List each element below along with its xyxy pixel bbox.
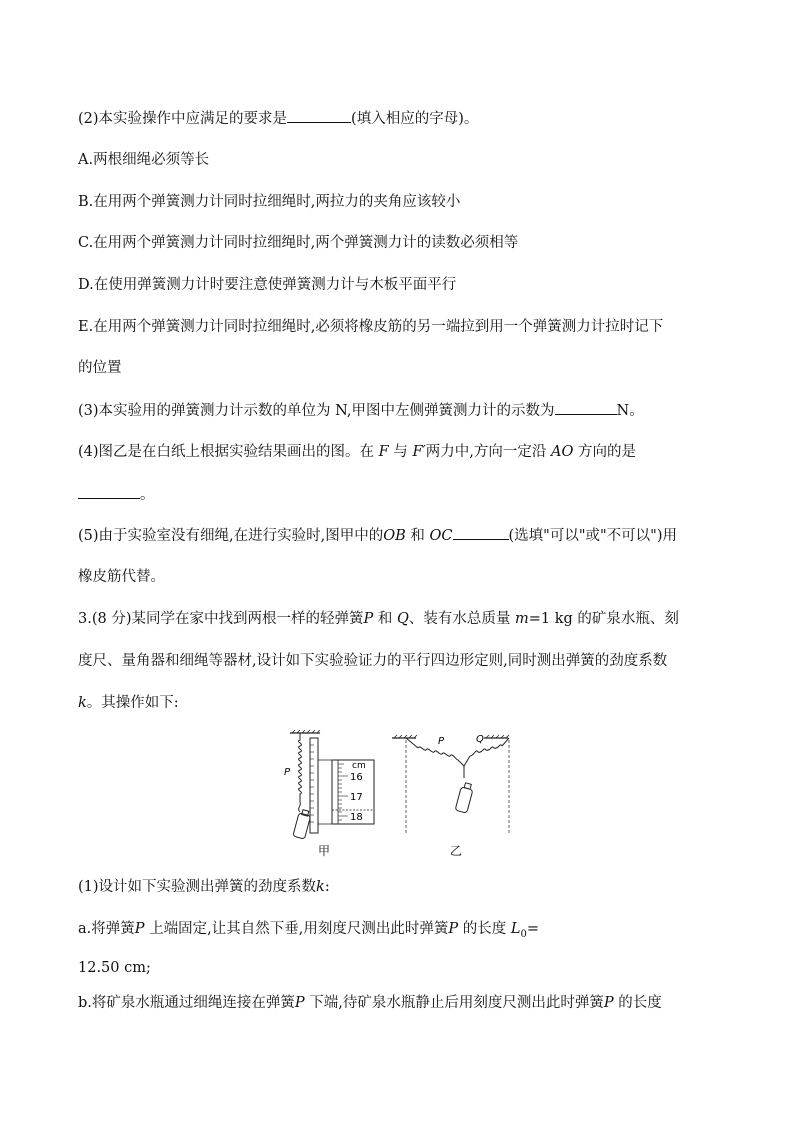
- sa-p: P: [134, 921, 145, 937]
- label-p-yi: P: [438, 736, 445, 747]
- q5-stem: [78, 525, 718, 546]
- sb-text: b.将矿泉水瓶通过细绳连接在弹簧: [78, 995, 295, 1011]
- p3-text-4: 。其操作如下:: [86, 695, 179, 711]
- sa-p2: P: [448, 921, 459, 937]
- q4-text: (4)图乙是在白纸上根据实验结果画出的图。在: [78, 444, 375, 460]
- experiment-figure: [280, 730, 520, 860]
- sb-p: P: [294, 995, 305, 1011]
- p3-text-2: 、装有水总质量: [408, 611, 511, 627]
- unit-cm: cm: [352, 761, 366, 771]
- sa-l: L: [510, 921, 521, 937]
- problem3-line1: [78, 609, 718, 629]
- p3-and: 和: [377, 611, 393, 627]
- q5-text-2: (选填"可以"或"不可以")用: [508, 528, 678, 544]
- rope-ob: OB: [383, 528, 406, 544]
- spring-p-jia: [299, 733, 302, 802]
- sb-text-2: 下端,待矿泉水瓶静止后用刻度尺测出此时弹簧: [309, 995, 604, 1011]
- q3-unit: N。: [616, 403, 644, 419]
- tick-18: 18: [350, 812, 363, 823]
- mass-symbol: m: [514, 611, 529, 627]
- label-q-yi: Q: [476, 734, 484, 745]
- string-jia: [299, 802, 301, 812]
- spring-p: P: [363, 611, 374, 627]
- q2-text: (2)本实验操作中应满足的要求是: [78, 111, 288, 127]
- q4-stem: [78, 442, 718, 462]
- sa-eq: =: [526, 921, 540, 937]
- spring-p-yi: [418, 747, 458, 760]
- q3-text: (3)本实验用的弹簧测力计示数的单位为 N,甲图中左侧弹簧测力计的示数为: [78, 403, 555, 419]
- sa-text-2: 上端固定,让其自然下垂,用刻度尺测出此时弹簧: [149, 921, 449, 937]
- spring-q-yi: [470, 745, 502, 756]
- tick-17: 17: [350, 792, 363, 803]
- p3-text: 3.(8 分)某同学在家中找到两根一样的轻弹簧: [78, 611, 364, 627]
- experiment-diagram: [280, 730, 520, 860]
- caption-jia: 甲: [318, 844, 331, 858]
- step-a-line2: 12.50 cm;: [78, 960, 151, 976]
- s1-colon: :: [324, 879, 330, 895]
- s1-text: (1)设计如下实验测出弹簧的劲度系数: [78, 879, 317, 895]
- sa-text: a.将弹簧: [78, 921, 135, 937]
- step1-stem: [78, 877, 718, 897]
- k-symbol: k: [78, 695, 87, 711]
- sa-sub: 0: [520, 928, 527, 940]
- q4-answer-line: [78, 484, 718, 505]
- force-f: F: [378, 444, 389, 460]
- sb-p2: P: [603, 995, 614, 1011]
- direction-ao: AO: [551, 444, 574, 460]
- option-b: B.在用两个弹簧测力计同时拉细绳时,两拉力的夹角应该较小: [78, 194, 461, 210]
- problem3-line3: [78, 693, 718, 713]
- q2-stem: [78, 108, 718, 129]
- q4-text-3: 方向的是: [577, 444, 636, 460]
- sb-text-3: 的长度: [618, 995, 662, 1011]
- rope-oc: OC: [429, 528, 453, 544]
- q4-and: 与: [393, 444, 408, 460]
- ruler-ticks-jia: [310, 745, 314, 822]
- sa-text-3: 的长度: [462, 921, 507, 937]
- q5-and: 和: [410, 528, 425, 544]
- caption-yi: 乙: [450, 844, 463, 858]
- answer-blank-q4[interactable]: [78, 484, 140, 499]
- bottle-yi: [455, 782, 474, 813]
- answer-blank-q5[interactable]: [453, 525, 509, 540]
- s1-k: k: [316, 879, 325, 895]
- option-d: D.在使用弹簧测力计时要注意使弹簧测力计与木板平面平行: [78, 277, 457, 293]
- label-p-jia: P: [284, 767, 291, 778]
- tick-16: 16: [350, 772, 363, 783]
- q3-stem: [78, 400, 718, 421]
- force-f-prime: F′: [412, 444, 426, 460]
- answer-blank-q3[interactable]: [555, 400, 617, 415]
- q5-text: (5)由于实验室没有细绳,在进行实验时,图甲中的: [78, 528, 384, 544]
- step-b-line1: [78, 993, 718, 1013]
- q2-text-end: (填入相应的字母)。: [351, 111, 479, 127]
- answer-blank-q2[interactable]: [287, 108, 351, 123]
- q4-text-2: 两力中,方向一定沿: [425, 444, 547, 460]
- figure-yi: [392, 734, 509, 835]
- q5-line2: 橡皮筋代替。: [78, 569, 165, 585]
- option-e-line2: 的位置: [78, 360, 122, 376]
- option-c: C.在用两个弹簧测力计同时拉细绳时,两个弹簧测力计的读数必须相等: [78, 235, 519, 251]
- step-a-line1: [78, 919, 718, 945]
- figure-jia: [284, 730, 374, 839]
- spring-q: Q: [396, 611, 409, 627]
- option-e-line1: E.在用两个弹簧测力计同时拉细绳时,必须将橡皮筋的另一端拉到用一个弹簧测力计拉时记下: [78, 319, 664, 335]
- bottle-jia: [293, 809, 312, 839]
- q4-period: 。: [140, 487, 155, 503]
- option-a: A.两根细绳必须等长: [78, 152, 210, 168]
- zoom-scale-ticks: [338, 764, 348, 820]
- p3-text-3: =1 kg 的矿泉水瓶、刻: [528, 611, 679, 627]
- problem3-line2: 度尺、量角器和细绳等器材,设计如下实验验证力的平行四边形定则,同时测出弹簧的劲度系数: [78, 653, 668, 669]
